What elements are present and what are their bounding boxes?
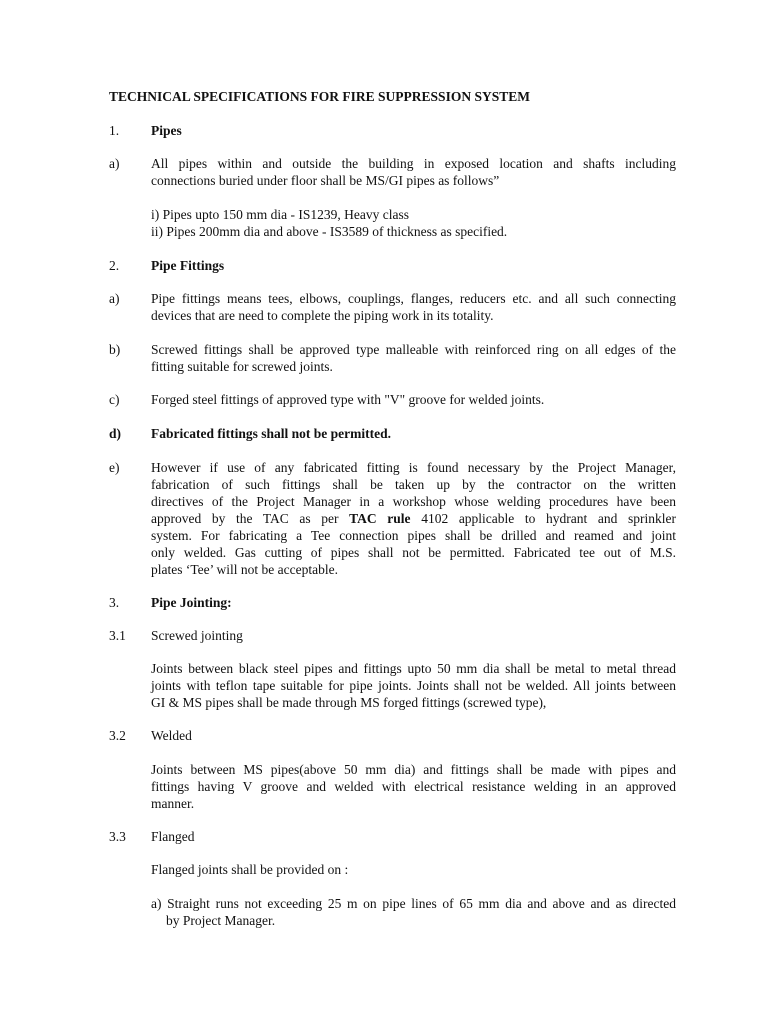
item-2e-label: e)	[109, 460, 120, 475]
item-1a-label: a)	[109, 156, 120, 171]
document-title: TECHNICAL SPECIFICATIONS FOR FIRE SUPPRESSION SYSTEM	[109, 89, 530, 104]
section-2-heading: Pipe Fittings	[151, 258, 225, 273]
section-3-3-intro: Flanged joints shall be provided on :	[151, 862, 349, 877]
item-2c-label: c)	[109, 392, 120, 407]
item-2d-line-1: Fabricated fittings shall not be permitted.	[151, 426, 391, 441]
item-2e-line-7: plates ‘Tee’ will not be acceptable.	[151, 562, 338, 577]
item-2b-line-1: Screwed fittings shall be approved type malleable with reinforced ring on all edges of the	[151, 342, 676, 357]
item-2e-line-1: However if use of any fabricated fitting is found necessary by the Project Manager,	[151, 460, 676, 475]
section-3-3-item-a-line-1: a) Straight runs not exceeding 25 m on pipe lines of 65 mm dia and above and as directed	[151, 896, 676, 911]
section-3-3-number: 3.3	[109, 829, 126, 844]
pipe-spec-ii: ii) Pipes 200mm dia and above - IS3589 of thickness as specified.	[151, 224, 508, 239]
section-3-3-item-a-line-2: by Project Manager.	[166, 913, 276, 928]
tac-rule-emphasis: TAC rule	[349, 511, 411, 526]
section-3-1-line-2: joints with teflon tape suitable for pipe joints. Joints shall not be welded. All joints between	[151, 678, 676, 693]
section-3-number: 3.	[109, 595, 120, 610]
section-2-number: 2.	[109, 258, 120, 273]
section-1-number: 1.	[109, 123, 120, 138]
item-2b-label: b)	[109, 342, 121, 357]
item-2e-line-3: directives of the Project Manager in a workshop whose welding procedures have been	[151, 494, 676, 509]
item-2e-line-2: fabrication of such fittings shall be taken up by the contractor on the written	[151, 477, 676, 492]
item-2d-label: d)	[109, 426, 122, 441]
item-2a-line-2: devices that are need to complete the piping work in its totality.	[151, 308, 494, 323]
section-3-heading: Pipe Jointing:	[151, 595, 232, 610]
section-3-1-heading: Screwed jointing	[151, 628, 243, 643]
item-2a-line-1: Pipe fittings means tees, elbows, couplings, flanges, reducers etc. and all such connecting	[151, 291, 676, 306]
item-2a-label: a)	[109, 291, 120, 306]
section-3-1-number: 3.1	[109, 628, 126, 643]
section-3-2-number: 3.2	[109, 728, 126, 743]
item-1a-line-2: connections buried under floor shall be MS/GI pipes as follows”	[151, 173, 500, 188]
section-3-2-line-3: manner.	[151, 796, 195, 811]
item-2e-line-6: only welded. Gas cutting of pipes shall not be permitted. Fabricated tee out of M.S.	[151, 545, 676, 560]
section-3-2-line-2: fittings having V groove and welded with electrical resistance welding in an approved	[151, 779, 676, 794]
section-3-2-heading: Welded	[151, 728, 192, 743]
item-2e-line-4: approved by the TAC as per TAC rule 4102 applicable to hydrant and sprinkler	[151, 511, 677, 526]
section-3-1-line-3: GI & MS pipes shall be made through MS forged fittings (screwed type),	[151, 695, 547, 710]
section-3-1-line-1: Joints between black steel pipes and fittings upto 50 mm dia shall be metal to metal thread	[151, 661, 676, 676]
item-2c-line-1: Forged steel fittings of approved type with "V" groove for welded joints.	[151, 392, 545, 407]
pipe-spec-i: i) Pipes upto 150 mm dia - IS1239, Heavy class	[151, 207, 409, 222]
item-2e-line-5: system. For fabricating a Tee connection pipes shall be drilled and reamed and joint	[151, 528, 676, 543]
item-1a-line-1: All pipes within and outside the building in exposed location and shafts including	[151, 156, 676, 171]
item-2b-line-2: fitting suitable for screwed joints.	[151, 359, 333, 374]
section-3-3-heading: Flanged	[151, 829, 195, 844]
section-3-2-line-1: Joints between MS pipes(above 50 mm dia) and fittings shall be made with pipes and	[151, 762, 676, 777]
section-1-heading: Pipes	[151, 123, 182, 138]
